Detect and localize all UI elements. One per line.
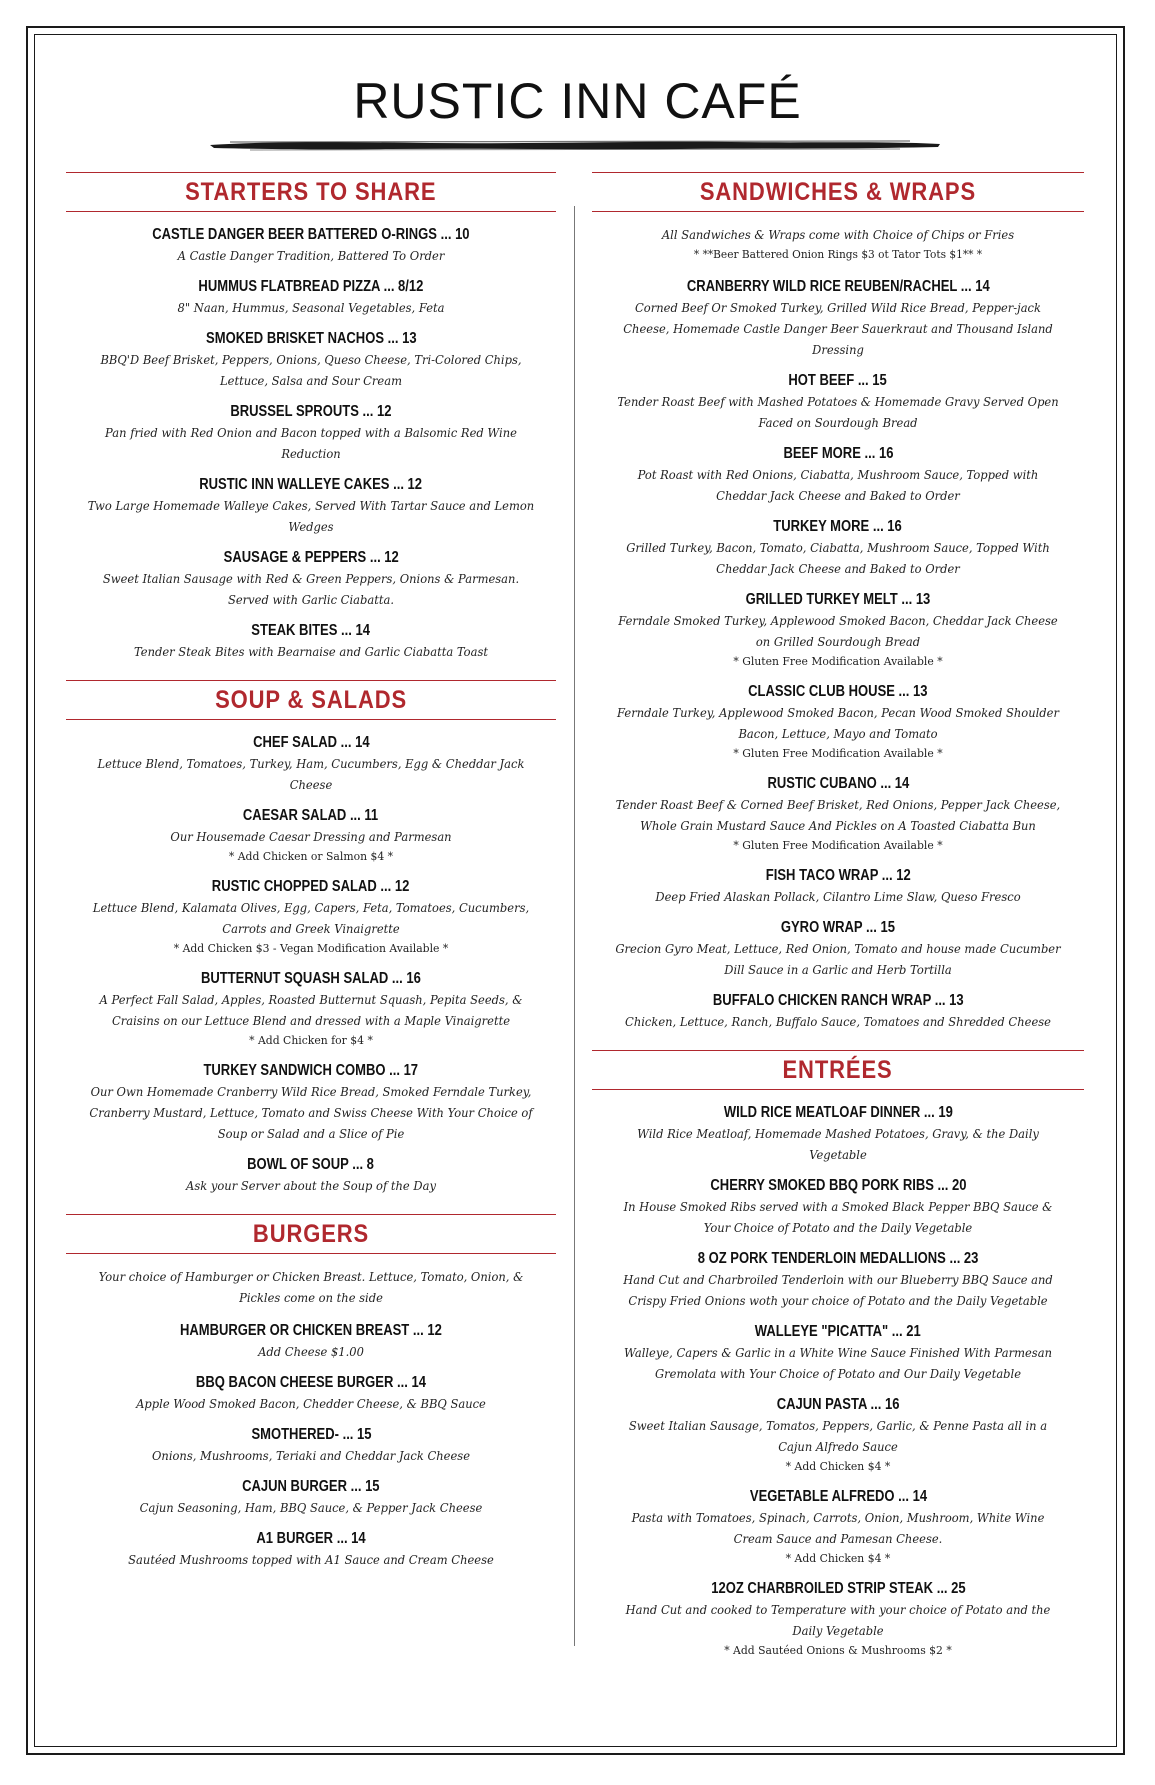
starters-list	[66, 224, 556, 662]
restaurant-title: RUSTIC INN CAFÉ	[353, 73, 802, 129]
menu-item	[592, 1578, 1084, 1660]
menu-item-name: CHERRY SMOKED BBQ PORK RIBS ... 20	[709, 1177, 967, 1194]
menu-item-note: * Gluten Free Modification Available *	[733, 838, 943, 852]
burgers-list	[66, 1320, 556, 1570]
menu-item-name: CAJUN PASTA ... 16	[776, 1396, 900, 1413]
menu-item-description: Sautéed Mushrooms topped with A1 Sauce and Cream Cheese	[128, 1552, 494, 1567]
menu-item	[66, 547, 556, 610]
menu-item	[592, 1175, 1084, 1238]
menu-item-name: WALLEYE "PICATTA" ... 21	[755, 1323, 921, 1340]
menu-item	[66, 401, 556, 464]
menu-item-description: A Perfect Fall Salad, Apples, Roasted Butternut Squash, Pepita Seeds, & Craisins on our Lettuce Blend and dressed with a Maple Vinaigrette	[99, 992, 523, 1028]
menu-item-name: A1 BURGER ... 14	[256, 1530, 366, 1547]
menu-item-description: Two Large Homemade Walleye Cakes, Served With Tartar Sauce and Lemon Wedges	[87, 498, 535, 534]
menu-item	[592, 276, 1084, 360]
menu-item	[66, 1476, 556, 1518]
menu-item-description: Pot Roast with Red Onions, Ciabatta, Mushroom Sauce, Topped with Cheddar Jack Cheese and Baked to Order	[637, 467, 1039, 503]
menu-item-description: Ask your Server about the Soup of the Day	[186, 1178, 436, 1193]
menu-item-description: Wild Rice Meatloaf, Homemade Mashed Potatoes, Gravy, & the Daily Vegetable	[637, 1126, 1039, 1162]
menu-item-description: Ferndale Turkey, Applewood Smoked Bacon, Pecan Wood Smoked Shoulder Bacon, Lettuce, Mayo and Tomato	[617, 705, 1059, 741]
menu-item	[592, 917, 1084, 980]
menu-item-name: VEGETABLE ALFREDO ... 14	[749, 1488, 927, 1505]
menu-item-description: A Castle Danger Tradition, Battered To Order	[177, 248, 445, 263]
menu-item	[592, 865, 1084, 907]
menu-item	[592, 370, 1084, 433]
menu-item-name: 12OZ CHARBROILED STRIP STEAK ... 25	[710, 1580, 966, 1597]
menu-item-description: Chicken, Lettuce, Ranch, Buffalo Sauce, Tomatoes and Shredded Cheese	[625, 1014, 1051, 1029]
menu-item	[66, 732, 556, 795]
menu-item-name: CRANBERRY WILD RICE REUBEN/RACHEL ... 14	[686, 278, 990, 295]
menu-item-description: Apple Wood Smoked Bacon, Chedder Cheese, & BBQ Sauce	[136, 1396, 486, 1411]
burgers-intro: Your choice of Hamburger or Chicken Breast. Lettuce, Tomato, Onion, & Pickles come on the side	[98, 1269, 524, 1305]
sandwiches-heading: SANDWICHES & WRAPS	[592, 172, 1084, 212]
menu-item-name: BBQ BACON CHEESE BURGER ... 14	[195, 1374, 427, 1391]
menu-item	[66, 328, 556, 391]
menu-item-note: * Add Chicken $4 *	[785, 1551, 891, 1565]
menu-item-name: HUMMUS FLATBREAD PIZZA ... 8/12	[198, 278, 424, 295]
menu-item	[66, 968, 556, 1050]
entrees-list	[592, 1102, 1084, 1660]
menu-item-note: * Gluten Free Modification Available *	[733, 746, 943, 760]
menu-item-description: 8" Naan, Hummus, Seasonal Vegetables, Feta	[177, 300, 445, 315]
menu-item	[592, 681, 1084, 763]
menu-item-name: FISH TACO WRAP ... 12	[765, 867, 911, 884]
menu-item-name: RUSTIC CHOPPED SALAD ... 12	[212, 878, 410, 895]
menu-item-description: Tender Roast Beef & Corned Beef Brisket, Red Onions, Pepper Jack Cheese, Whole Grain Mustard Sauce And Pickles on A Toasted Ciabatta Bun	[615, 797, 1061, 833]
menu-item-description: Add Cheese $1.00	[258, 1344, 364, 1359]
menu-item-description: Corned Beef Or Smoked Turkey, Grilled Wild Rice Bread, Pepper-jack Cheese, Homemade Castle Danger Beer Sauerkraut and Thousand Island Dressing	[623, 300, 1053, 357]
menu-item	[592, 990, 1084, 1032]
starters-heading: STARTERS TO SHARE	[66, 172, 556, 212]
right-column	[592, 172, 1084, 1670]
sandwiches-list	[592, 276, 1084, 1032]
menu-item-description: Hand Cut and Charbroiled Tenderloin with our Blueberry BBQ Sauce and Crispy Fried Onions woth your choice of Potato and the Daily Vegetable	[623, 1272, 1053, 1308]
menu-item-name: STEAK BITES ... 14	[251, 622, 371, 639]
menu-item-name: CAESAR SALAD ... 11	[243, 807, 379, 824]
menu-item-description: Our Own Homemade Cranberry Wild Rice Bread, Smoked Ferndale Turkey, Cranberry Mustard, Lettuce, Tomato and Swiss Cheese With Your Choice of Soup or Salad and a Slice of Pie	[89, 1084, 533, 1141]
menu-item	[66, 876, 556, 958]
menu-item-description: Tender Roast Beef with Mashed Potatoes & Homemade Gravy Served Open Faced on Sourdough Bread	[617, 394, 1059, 430]
menu-item	[66, 1154, 556, 1196]
burgers-heading: BURGERS	[66, 1214, 556, 1254]
soups-heading: SOUP & SALADS	[66, 680, 556, 720]
menu-item	[66, 1528, 556, 1570]
menu-item-name: SAUSAGE & PEPPERS ... 12	[223, 549, 399, 566]
menu-item-note: * Add Chicken or Salmon $4 *	[228, 849, 394, 863]
menu-item-description: Sweet Italian Sausage with Red & Green Peppers, Onions & Parmesan. Served with Garlic Ciabatta.	[102, 571, 520, 607]
menu-item-description: Grilled Turkey, Bacon, Tomato, Ciabatta, Mushroom Sauce, Topped With Cheddar Jack Cheese and Baked to Order	[626, 540, 1050, 576]
menu-item-description: Sweet Italian Sausage, Tomatos, Peppers, Garlic, & Penne Pasta all in a Cajun Alfredo Sauce	[628, 1418, 1048, 1454]
menu-item	[592, 1486, 1084, 1568]
menu-item-name: GYRO WRAP ... 15	[780, 919, 896, 936]
menu-item	[592, 1248, 1084, 1311]
menu-item-description: Hand Cut and cooked to Temperature with your choice of Potato and the Daily Vegetable	[625, 1602, 1051, 1638]
menu-item-name: HAMBURGER OR CHICKEN BREAST ... 12	[180, 1322, 442, 1339]
menu-item	[66, 620, 556, 662]
menu-item-name: GRILLED TURKEY MELT ... 13	[745, 591, 931, 608]
menu-item	[66, 474, 556, 537]
menu-item-description: Pan fried with Red Onion and Bacon topped with a Balsomic Red Wine Reduction	[105, 425, 517, 461]
menu-item	[592, 1102, 1084, 1165]
menu-item-description: Lettuce Blend, Tomatoes, Turkey, Ham, Cucumbers, Egg & Cheddar Jack Cheese	[97, 756, 525, 792]
sandwiches-intro-note: * **Beer Battered Onion Rings $3 ot Tator Tots $1** *	[693, 247, 983, 261]
menu-item-name: TURKEY MORE ... 16	[773, 518, 903, 535]
menu-item-name: BRUSSEL SPROUTS ... 12	[230, 403, 392, 420]
menu-item	[66, 1372, 556, 1414]
menu-item-name: CHEF SALAD ... 14	[252, 734, 370, 751]
menu-item-description: Ferndale Smoked Turkey, Applewood Smoked Bacon, Cheddar Jack Cheese on Grilled Sourdough Bread	[618, 613, 1058, 649]
menu-item-name: TURKEY SANDWICH COMBO ... 17	[203, 1062, 419, 1079]
menu-item-description: Walleye, Capers & Garlic in a White Wine Sauce Finished With Parmesan Gremolata with Your Choice of Potato and Our Daily Vegetable	[624, 1345, 1052, 1381]
menu-item	[66, 1320, 556, 1362]
menu-item-name: RUSTIC INN WALLEYE CAKES ... 12	[199, 476, 423, 493]
menu-item-description: Grecion Gyro Meat, Lettuce, Red Onion, Tomato and house made Cucumber Dill Sauce in a Garlic and Herb Tortilla	[615, 941, 1061, 977]
menu-item	[66, 1060, 556, 1144]
menu-item-description: Lettuce Blend, Kalamata Olives, Egg, Capers, Feta, Tomatoes, Cucumbers, Carrots and Greek Vinaigrette	[92, 900, 530, 936]
menu-item	[592, 516, 1084, 579]
menu-item	[592, 589, 1084, 671]
menu-item-description: Our Housemade Caesar Dressing and Parmesan	[170, 829, 452, 844]
menu-item-name: 8 OZ PORK TENDERLOIN MEDALLIONS ... 23	[697, 1250, 979, 1267]
left-column	[66, 172, 556, 1580]
menu-item-description: Cajun Seasoning, Ham, BBQ Sauce, & Pepper Jack Cheese	[139, 1500, 483, 1515]
menu-item	[66, 805, 556, 866]
menu-item-name: WILD RICE MEATLOAF DINNER ... 19	[723, 1104, 953, 1121]
menu-item	[66, 276, 556, 318]
menu-item-name: HOT BEEF ... 15	[788, 372, 888, 389]
column-divider	[574, 206, 575, 1646]
menu-item-description: In House Smoked Ribs served with a Smoked Black Pepper BBQ Sauce & Your Choice of Potato and the Daily Vegetable	[623, 1199, 1053, 1235]
menu-item-note: * Add Chicken for $4 *	[249, 1033, 373, 1047]
menu-item-note: * Add Chicken $4 *	[785, 1459, 891, 1473]
menu-item	[592, 773, 1084, 855]
menu-item	[592, 1394, 1084, 1476]
sandwiches-intro: All Sandwiches & Wraps come with Choice of Chips or Fries * **Beer Battered Onion Rings $3 ot Tator Tots $1** *	[612, 224, 1065, 264]
menu-item-description: Onions, Mushrooms, Teriaki and Cheddar Jack Cheese	[151, 1448, 471, 1463]
menu-item-description: BBQ'D Beef Brisket, Peppers, Onions, Queso Cheese, Tri-Colored Chips, Lettuce, Salsa and Sour Cream	[100, 352, 522, 388]
menu-item-name: SMOTHERED- ... 15	[250, 1426, 372, 1443]
menu-item	[66, 1424, 556, 1466]
menu-item	[592, 1321, 1084, 1384]
menu-item-note: * Add Chicken $3 - Vegan Modification Available *	[173, 941, 449, 955]
menu-item-name: CAJUN BURGER ... 15	[242, 1478, 380, 1495]
menu-item-name: BUTTERNUT SQUASH SALAD ... 16	[201, 970, 421, 987]
menu-item-name: BEEF MORE ... 16	[783, 445, 893, 462]
menu-item-description: Pasta with Tomatoes, Spinach, Carrots, Onion, Mushroom, White Wine Cream Sauce and Pamesan Cheese.	[631, 1510, 1045, 1546]
menu-item-name: RUSTIC CUBANO ... 14	[767, 775, 909, 792]
menu-item-name: CASTLE DANGER BEER BATTERED O-RINGS ... 10	[152, 226, 470, 243]
entrees-heading: ENTRÉES	[592, 1050, 1084, 1090]
menu-item-name: BOWL OF SOUP ... 8	[247, 1156, 375, 1173]
menu-item-name: CLASSIC CLUB HOUSE ... 13	[748, 683, 928, 700]
soups-list	[66, 732, 556, 1196]
menu-item-description: Tender Steak Bites with Bearnaise and Garlic Ciabatta Toast	[134, 644, 488, 659]
menu-item	[592, 443, 1084, 506]
menu-item	[66, 224, 556, 266]
menu-item-name: BUFFALO CHICKEN RANCH WRAP ... 13	[712, 992, 964, 1009]
menu-item-note: * Gluten Free Modification Available *	[733, 654, 943, 668]
brush-stroke	[210, 138, 940, 152]
menu-item-description: Deep Fried Alaskan Pollack, Cilantro Lime Slaw, Queso Fresco	[655, 889, 1021, 904]
menu-item-note: * Add Sautéed Onions & Mushrooms $2 *	[724, 1643, 952, 1657]
menu-item-name: SMOKED BRISKET NACHOS ... 13	[205, 330, 417, 347]
